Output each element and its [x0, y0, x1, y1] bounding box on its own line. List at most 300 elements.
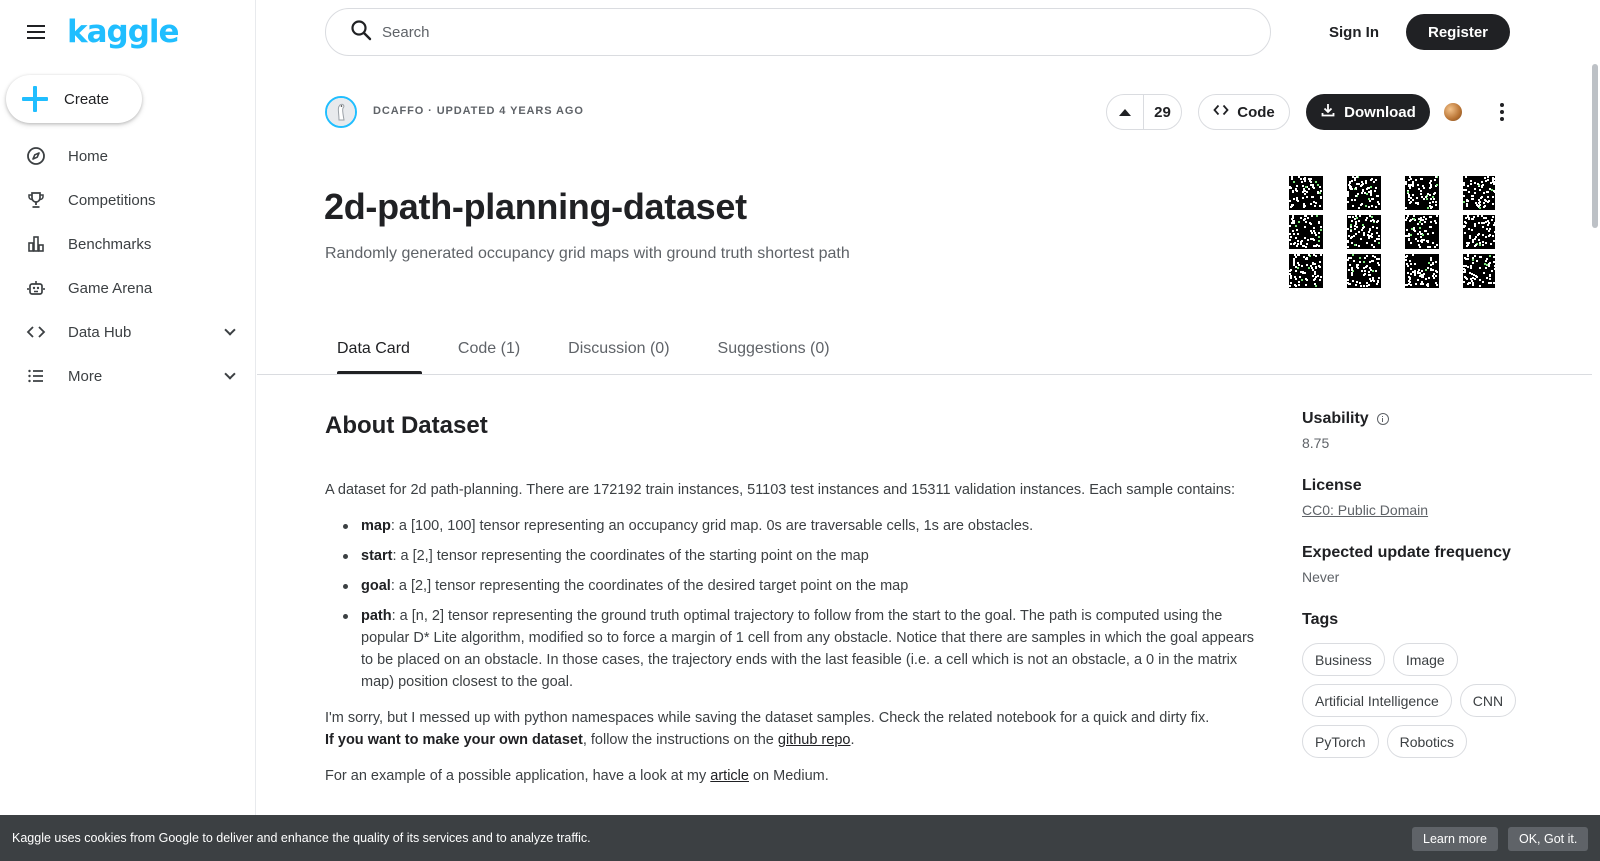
- thumbnail-cell: [1436, 215, 1438, 217]
- thumbnail-cell: [1296, 245, 1298, 247]
- thumbnail-cell: [1474, 255, 1476, 257]
- thumbnail-cell: [1298, 281, 1300, 283]
- tab-data-card[interactable]: Data Card: [325, 332, 422, 374]
- thumbnail-cell: [1485, 221, 1487, 223]
- avatar[interactable]: [325, 96, 357, 128]
- thumbnail-cell: [1312, 275, 1314, 277]
- thumbnail-cell: [1313, 239, 1315, 241]
- thumbnail-cell: [1291, 178, 1293, 180]
- thumbnail-cell: [1409, 202, 1411, 204]
- create-button[interactable]: [6, 75, 142, 123]
- thumbnail-cell: [1292, 191, 1294, 193]
- thumbnail-cell: [1414, 230, 1416, 232]
- thumbnail-cell: [1289, 200, 1291, 202]
- thumbnail-cell: [1470, 180, 1472, 182]
- thumbnail-cell: [1347, 282, 1349, 284]
- thumbnail-cell: [1351, 199, 1353, 201]
- search-input[interactable]: [382, 24, 1182, 41]
- thumbnail-cell: [1306, 264, 1308, 266]
- thumbnail-cell: [1372, 277, 1374, 279]
- more-options-icon[interactable]: [1490, 100, 1514, 124]
- thumbnail-cell: [1355, 195, 1357, 197]
- thumbnail-cell: [1311, 196, 1313, 198]
- tab-discussion[interactable]: Discussion (0): [568, 340, 670, 357]
- thumbnail-cell: [1463, 182, 1465, 184]
- thumbnail-cell: [1371, 205, 1373, 207]
- thumbnail-cell: [1369, 267, 1371, 269]
- thumbnail-cell: [1428, 262, 1430, 264]
- thumbnail-cell: [1293, 233, 1295, 235]
- thumbnail-cell: [1409, 187, 1411, 189]
- thumbnail-cell: [1486, 264, 1488, 266]
- thumbnail-cell: [1407, 265, 1409, 267]
- thumbnail-cell: [1350, 230, 1352, 232]
- thumbnail-cell: [1350, 224, 1352, 226]
- thumbnail-cell: [1372, 219, 1374, 221]
- thumbnail-cell: [1312, 184, 1314, 186]
- thumbnail-cell: [1361, 184, 1363, 186]
- thumbnail-cell: [1350, 186, 1352, 188]
- thumbnail-cell: [1304, 180, 1306, 182]
- thumbnail-cell: [1430, 257, 1432, 259]
- thumbnail-cell: [1463, 184, 1465, 186]
- thumbnail-cell: [1320, 190, 1322, 192]
- thumbnail-cell: [1370, 280, 1372, 282]
- thumbnail-cell: [1374, 190, 1376, 192]
- thumbnail-cell: [1408, 185, 1410, 187]
- thumbnail-cell: [1295, 237, 1297, 239]
- thumbnail-cell: [1293, 258, 1295, 260]
- thumbnail-cell: [1291, 218, 1293, 220]
- thumbnail-cell: [1301, 181, 1303, 183]
- thumbnail-cell: [1435, 176, 1437, 178]
- tag-image[interactable]: Image: [1393, 643, 1458, 676]
- tab-code[interactable]: Code (1): [457, 340, 521, 357]
- thumbnail-cell: [1300, 243, 1302, 245]
- thumbnail-cell: [1405, 284, 1407, 286]
- thumbnail-cell: [1425, 278, 1427, 280]
- thumbnail-cell: [1472, 277, 1474, 279]
- thumbnail-cell: [1347, 279, 1349, 281]
- thumbnail-cell: [1430, 184, 1432, 186]
- thumbnail-cell: [1353, 260, 1355, 262]
- thumbnail-cell: [1297, 200, 1299, 202]
- thumbnail-cell: [1421, 239, 1423, 241]
- download-icon: [1320, 102, 1336, 122]
- sidebar-item-competitions[interactable]: [0, 178, 256, 222]
- sidebar: [0, 0, 256, 861]
- thumbnail-cell: [1491, 270, 1493, 272]
- thumbnail-cell: [1299, 276, 1301, 278]
- thumbnail-cell: [1482, 241, 1484, 243]
- about-heading: About Dataset: [325, 412, 488, 439]
- thumbnail-cell: [1433, 198, 1435, 200]
- thumbnail-cell: [1293, 198, 1295, 200]
- thumbnail-cell: [1356, 281, 1358, 283]
- thumbnail-cell: [1358, 220, 1360, 222]
- thumbnail-cell: [1307, 217, 1309, 219]
- thumbnail-cell: [1464, 276, 1466, 278]
- thumbnail-cell: [1304, 218, 1306, 220]
- thumbnail-cell: [1472, 284, 1474, 286]
- thumbnail-cell: [1494, 268, 1495, 270]
- thumbnail-cell: [1493, 183, 1495, 185]
- tag-robotics[interactable]: Robotics: [1387, 725, 1467, 758]
- thumbnail-cell: [1430, 259, 1432, 261]
- thumbnail-cell: [1353, 235, 1355, 237]
- about-content: [325, 479, 1270, 801]
- thumbnail-cell: [1465, 265, 1467, 267]
- thumbnail-cell: [1371, 198, 1373, 200]
- thumbnail-cell: [1318, 221, 1320, 223]
- thumbnail-cell: [1492, 177, 1494, 179]
- thumbnail-cell: [1433, 277, 1435, 279]
- article-link[interactable]: article: [710, 768, 749, 784]
- thumbnail-cell: [1407, 215, 1409, 217]
- thumbnail-cell: [1481, 181, 1483, 183]
- cookie-banner: [0, 815, 1600, 861]
- thumbnail-cell: [1371, 216, 1373, 218]
- thumbnail-cell: [1490, 243, 1492, 245]
- thumbnail-cell: [1415, 283, 1417, 285]
- download-button[interactable]: [1306, 94, 1430, 130]
- thumbnail-cell: [1432, 201, 1434, 203]
- thumbnail-cell: [1348, 184, 1350, 186]
- example-text-end: on Medium.: [748, 768, 829, 784]
- thumbnail-cell: [1314, 283, 1316, 285]
- bronze-medal-icon: [1444, 103, 1462, 121]
- thumbnail-cell: [1370, 186, 1372, 188]
- thumbnail-cell: [1313, 245, 1315, 247]
- tag-pytorch[interactable]: PyTorch: [1302, 725, 1379, 758]
- thumbnail-cell: [1370, 269, 1372, 271]
- thumbnail-cell: [1410, 268, 1412, 270]
- thumbnail-cell: [1364, 273, 1366, 275]
- thumbnail-cell: [1463, 201, 1465, 203]
- sidebar-item-label: Game Arena: [68, 279, 153, 297]
- thumbnail-cell: [1427, 283, 1429, 285]
- thumbnail-cell: [1423, 273, 1425, 275]
- thumbnail-cell: [1491, 219, 1493, 221]
- sidebar-item-more[interactable]: [0, 354, 256, 398]
- thumbnail-cell: [1290, 187, 1292, 189]
- thumbnail-cell: [1435, 282, 1437, 284]
- thumbnail-cell: [1468, 242, 1470, 244]
- thumbnail-cell: [1315, 267, 1317, 269]
- thumbnail-cell: [1303, 245, 1305, 247]
- thumbnail-cell: [1368, 187, 1370, 189]
- thumbnail-cell: [1313, 230, 1315, 232]
- thumbnail-cell: [1494, 178, 1495, 180]
- thumbnail-cell: [1467, 258, 1469, 260]
- thumbnail-cell: [1487, 176, 1489, 178]
- chevron-down-icon[interactable]: [224, 324, 235, 335]
- thumbnail-cell: [1494, 191, 1495, 193]
- list-item-key: map: [361, 518, 391, 534]
- register-button[interactable]: Register: [1406, 14, 1510, 50]
- license-link[interactable]: CC0: Public Domain: [1302, 502, 1429, 518]
- search-bar[interactable]: [325, 8, 1271, 56]
- scrollbar[interactable]: [1592, 64, 1598, 228]
- thumbnail-cell: [1362, 224, 1364, 226]
- thumbnail-cell: [1347, 246, 1349, 248]
- thumbnail-cell: [1355, 187, 1357, 189]
- thumbnail-cell: [1369, 261, 1371, 263]
- thumbnail-cell: [1347, 191, 1349, 193]
- thumbnail-cell: [1482, 184, 1484, 186]
- thumbnail-cell: [1435, 222, 1437, 224]
- download-button-label: Download: [1344, 103, 1416, 121]
- thumbnail-cell: [1351, 236, 1353, 238]
- usability-value: 8.75: [1302, 435, 1330, 451]
- thumbnail-cell: [1377, 195, 1379, 197]
- thumbnail-cell: [1420, 217, 1422, 219]
- thumbnail-cell: [1300, 271, 1302, 273]
- thumbnail-cell: [1352, 254, 1354, 256]
- thumbnail-cell: [1294, 242, 1296, 244]
- thumbnail-cell: [1359, 257, 1361, 259]
- thumbnail-cell: [1359, 282, 1361, 284]
- hamburger-menu-icon[interactable]: [24, 20, 48, 44]
- thumbnail-cell: [1350, 257, 1352, 259]
- thumbnail-cell: [1291, 176, 1293, 178]
- thumbnail-cell: [1371, 233, 1373, 235]
- thumbnail-cell: [1410, 273, 1412, 275]
- thumbnail-cell: [1486, 228, 1488, 230]
- thumbnail-cell: [1369, 278, 1371, 280]
- thumbnail-cell: [1416, 197, 1418, 199]
- thumbnail-cell: [1376, 227, 1378, 229]
- plus-icon: [22, 86, 48, 112]
- thumbnail-cell: [1429, 187, 1431, 189]
- thumbnail-cell: [1364, 257, 1366, 259]
- thumbnail-cell: [1368, 231, 1370, 233]
- thumbnail-cell: [1410, 184, 1412, 186]
- thumbnail-cell: [1466, 245, 1468, 247]
- thumbnail-cell: [1412, 199, 1414, 201]
- thumbnail-cell: [1430, 198, 1432, 200]
- code-brackets-icon: [26, 322, 46, 342]
- thumbnail-cell: [1479, 285, 1481, 287]
- thumbnail-cell: [1315, 202, 1317, 204]
- thumbnail-cell: [1354, 228, 1356, 230]
- code-button[interactable]: [1198, 94, 1290, 130]
- thumbnail-cell: [1349, 182, 1351, 184]
- thumbnail-cell: [1359, 261, 1361, 263]
- thumbnail-cell: [1303, 188, 1305, 190]
- sign-in-button[interactable]: Sign In: [1329, 23, 1379, 41]
- thumbnail-cell: [1320, 197, 1322, 199]
- trophy-icon: [26, 190, 46, 210]
- thumbnail-cell: [1356, 183, 1358, 185]
- list-item-text: : a [2,] tensor representing the coordinates of the desired target point on the map: [390, 578, 909, 594]
- thumbnail-cell: [1421, 270, 1423, 272]
- thumbnail-cell: [1466, 278, 1468, 280]
- thumbnail-cell: [1360, 238, 1362, 240]
- chevron-down-icon[interactable]: [224, 368, 235, 379]
- thumbnail-cell: [1310, 181, 1312, 183]
- thumbnail-cell: [1463, 189, 1465, 191]
- thumbnail-cell: [1472, 257, 1474, 259]
- thumbnail-cell: [1410, 197, 1412, 199]
- thumbnail-cell: [1419, 246, 1421, 248]
- thumbnail-cell: [1408, 196, 1410, 198]
- thumbnail-cell: [1315, 234, 1317, 236]
- thumbnail-cell: [1429, 205, 1431, 207]
- thumbnail-cell: [1365, 180, 1367, 182]
- thumbnail-cell: [1356, 264, 1358, 266]
- thumbnail-cell: [1476, 260, 1478, 262]
- sidebar-item-home[interactable]: [0, 134, 256, 178]
- thumbnail-cell: [1417, 184, 1419, 186]
- thumbnail-cell: [1302, 191, 1304, 193]
- thumbnail-cell: [1419, 275, 1421, 277]
- thumbnail-cell: [1377, 262, 1379, 264]
- thumbnail-cell: [1375, 179, 1377, 181]
- thumbnail-cell: [1424, 230, 1426, 232]
- thumbnail-cell: [1290, 282, 1292, 284]
- thumbnail-cell: [1366, 217, 1368, 219]
- thumbnail-cell: [1347, 193, 1349, 195]
- thumbnail-cell: [1372, 255, 1374, 257]
- tag-artificial-intelligence[interactable]: Artificial Intelligence: [1302, 684, 1452, 717]
- thumbnail-cell: [1318, 236, 1320, 238]
- list-item: [341, 515, 1270, 537]
- thumbnail-cell: [1423, 216, 1425, 218]
- thumbnail-cell: [1408, 239, 1410, 241]
- thumbnail-cell: [1471, 229, 1473, 231]
- thumbnail-cell: [1419, 221, 1421, 223]
- thumbnail-cell: [1405, 235, 1407, 237]
- thumbnail-cell: [1473, 274, 1475, 276]
- thumbnail-cell: [1314, 271, 1316, 273]
- thumbnail-cell: [1362, 190, 1364, 192]
- upvote-button[interactable]: [1107, 95, 1144, 129]
- thumbnail-cell: [1368, 284, 1370, 286]
- thumbnail-cell: [1408, 233, 1410, 235]
- usability-heading: [1302, 410, 1562, 428]
- thumbnail-cell: [1494, 231, 1495, 233]
- thumbnail-cell: [1435, 261, 1437, 263]
- info-icon[interactable]: [1377, 413, 1389, 425]
- license-heading: License: [1302, 477, 1362, 494]
- sidebar-item-benchmarks[interactable]: [0, 222, 256, 266]
- tab-suggestions[interactable]: Suggestions (0): [717, 340, 830, 357]
- thumbnail-cell: [1290, 236, 1292, 238]
- thumbnail-cell: [1485, 267, 1487, 269]
- thumbnail-cell: [1376, 258, 1378, 260]
- thumbnail-cell: [1376, 283, 1378, 285]
- thumbnail-cell: [1492, 203, 1494, 205]
- thumbnail-cell: [1319, 205, 1321, 207]
- thumbnail-cell: [1350, 226, 1352, 228]
- thumbnail-cell: [1304, 237, 1306, 239]
- learn-more-button[interactable]: Learn more: [1412, 827, 1498, 851]
- thumbnail-cell: [1314, 273, 1316, 275]
- sidebar-item-label: More: [68, 367, 103, 385]
- thumbnail-cell: [1405, 183, 1407, 185]
- thumbnail-cell: [1349, 283, 1351, 285]
- thumbnail-cell: [1318, 232, 1320, 234]
- thumbnail-cell: [1319, 186, 1321, 188]
- tag-business[interactable]: Business: [1302, 643, 1385, 676]
- sorry-text: I'm sorry, but I messed up with python namespaces while saving the dataset samples. Check the related notebook for a quick and dirty fix.: [325, 710, 1210, 726]
- thumbnail-cell: [1374, 240, 1376, 242]
- thumbnail-cell: [1289, 270, 1291, 272]
- github-repo-link[interactable]: github repo: [777, 732, 851, 748]
- thumbnail-cell: [1487, 220, 1489, 222]
- thumbnail-cell: [1421, 274, 1423, 276]
- thumbnail-cell: [1429, 226, 1431, 228]
- thumbnail-cell: [1378, 277, 1380, 279]
- thumbnail-cell: [1310, 265, 1312, 267]
- thumbnail-cell: [1492, 216, 1494, 218]
- thumbnail-cell: [1412, 181, 1414, 183]
- thumbnail-cell: [1295, 266, 1297, 268]
- dataset-meta: DCAFFO · UPDATED 4 YEARS AGO: [373, 105, 584, 117]
- thumbnail-cell: [1420, 219, 1422, 221]
- thumbnail-cell: [1469, 237, 1471, 239]
- thumbnail-cell: [1463, 271, 1465, 273]
- compass-icon: [26, 146, 46, 166]
- thumbnail-cell: [1475, 202, 1477, 204]
- thumbnail-cell: [1472, 239, 1474, 241]
- thumbnail-cell: [1423, 187, 1425, 189]
- thumbnail-cell: [1368, 237, 1370, 239]
- thumbnail-cell: [1375, 270, 1377, 272]
- about-list: [341, 515, 1270, 693]
- bar-chart-icon: [26, 234, 46, 254]
- thumbnail-cell: [1480, 256, 1482, 258]
- vote-count: 29: [1154, 103, 1171, 121]
- thumbnail-cell: [1289, 285, 1291, 287]
- thumbnail-cell: [1370, 220, 1372, 222]
- thumbnail-cell: [1305, 186, 1307, 188]
- thumbnail-cell: [1306, 191, 1308, 193]
- thumbnail-cell: [1488, 222, 1490, 224]
- thumbnail-cell: [1415, 202, 1417, 204]
- ok-got-it-button[interactable]: OK, Got it.: [1508, 827, 1588, 851]
- thumbnail-cell: [1492, 179, 1494, 181]
- sidebar-item-label: Data Hub: [68, 323, 132, 341]
- thumbnail-cell: [1463, 281, 1465, 283]
- thumbnail-cell: [1374, 256, 1376, 258]
- thumbnail-cell: [1427, 193, 1429, 195]
- tag-list: [1302, 643, 1542, 758]
- thumbnail-cell: [1304, 215, 1306, 217]
- thumbnail-cell: [1361, 192, 1363, 194]
- thumbnail-cell: [1471, 273, 1473, 275]
- thumbnail-cell: [1463, 268, 1465, 270]
- thumbnail-cell: [1315, 245, 1317, 247]
- tag-cnn[interactable]: CNN: [1460, 684, 1516, 717]
- thumbnail-cell: [1415, 238, 1417, 240]
- thumbnail-cell: [1365, 182, 1367, 184]
- thumbnail-cell: [1414, 272, 1416, 274]
- thumbnail-cell: [1319, 279, 1321, 281]
- thumbnail-cell: [1413, 218, 1415, 220]
- thumbnail-cell: [1434, 179, 1436, 181]
- thumbnail-cell: [1426, 240, 1428, 242]
- thumbnail-cell: [1310, 238, 1312, 240]
- thumbnail-cell: [1408, 283, 1410, 285]
- sidebar-item-game-arena[interactable]: [0, 266, 256, 310]
- list-item-key: path: [361, 608, 392, 624]
- sidebar-item-data-hub[interactable]: [0, 310, 256, 354]
- thumbnail-cell: [1408, 235, 1410, 237]
- thumbnail-cell: [1358, 183, 1360, 185]
- kaggle-logo[interactable]: kaggle: [67, 14, 179, 50]
